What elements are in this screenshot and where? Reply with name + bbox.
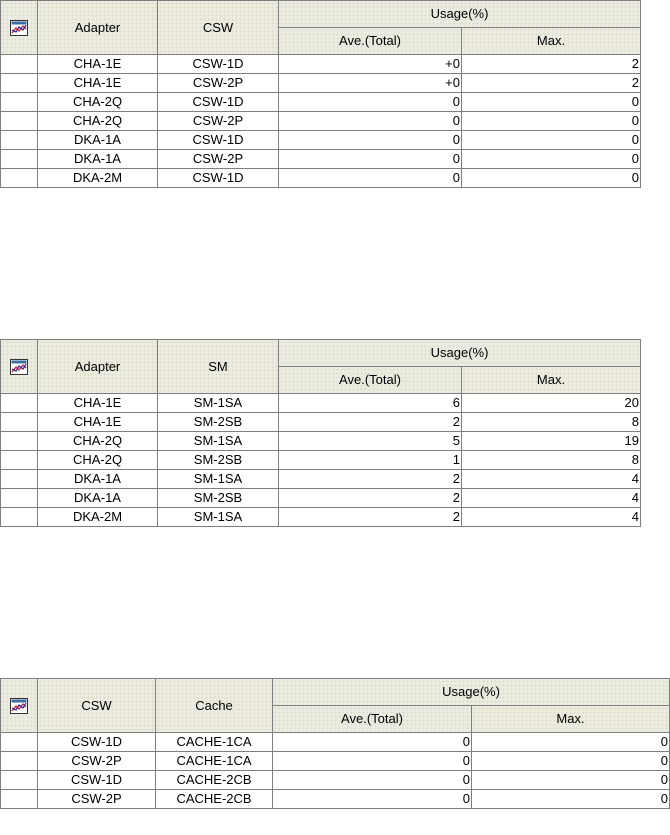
cell-col1: CHA-2Q	[38, 112, 158, 131]
cell-col1: DKA-2M	[38, 508, 158, 527]
table-row[interactable]	[1, 733, 670, 752]
cell-col1: CSW-1D	[38, 771, 156, 790]
row-selector[interactable]	[1, 169, 38, 188]
cell-ave-total: 1	[279, 451, 462, 470]
cell-col2: SM-1SA	[158, 470, 279, 489]
row-selector[interactable]	[1, 150, 38, 169]
column-header-usage: Usage(%)	[279, 1, 641, 28]
cell-ave-total: 0	[273, 771, 472, 790]
cell-col1: CSW-2P	[38, 752, 156, 771]
cell-max: 0	[472, 752, 670, 771]
row-selector[interactable]	[1, 394, 38, 413]
cell-max: 4	[462, 470, 641, 489]
cell-max: 0	[462, 93, 641, 112]
cell-col2: SM-2SB	[158, 413, 279, 432]
row-selector[interactable]	[1, 432, 38, 451]
line-chart-icon	[10, 359, 28, 375]
table-row[interactable]	[1, 112, 641, 131]
column-header-ave-total[interactable]: Ave.(Total)	[279, 28, 462, 55]
cell-max: 8	[462, 413, 641, 432]
cell-ave-total: 0	[279, 112, 462, 131]
cell-ave-total: 6	[279, 394, 462, 413]
column-header-ave-total[interactable]: Ave.(Total)	[279, 367, 462, 394]
table-row[interactable]	[1, 169, 641, 188]
cell-max: 0	[462, 112, 641, 131]
cell-col1: CHA-1E	[38, 394, 158, 413]
row-selector[interactable]	[1, 508, 38, 527]
cell-ave-total: 0	[273, 752, 472, 771]
cell-ave-total: +0	[279, 74, 462, 93]
cell-col2: CSW-1D	[158, 131, 279, 150]
cell-col2: CACHE-1CA	[156, 752, 273, 771]
row-selector[interactable]	[1, 55, 38, 74]
table-row[interactable]	[1, 131, 641, 150]
cell-col2: CSW-2P	[158, 74, 279, 93]
table-row[interactable]	[1, 752, 670, 771]
cell-col2: CSW-1D	[158, 55, 279, 74]
row-selector[interactable]	[1, 489, 38, 508]
cell-ave-total: 2	[279, 489, 462, 508]
cell-max: 4	[462, 489, 641, 508]
cell-col1: CHA-1E	[38, 413, 158, 432]
cell-col1: DKA-2M	[38, 169, 158, 188]
table-row[interactable]	[1, 451, 641, 470]
cell-col2: SM-2SB	[158, 451, 279, 470]
cell-ave-total: 0	[273, 733, 472, 752]
cell-max: 0	[472, 771, 670, 790]
cell-col2: CSW-1D	[158, 93, 279, 112]
cell-ave-total: 2	[279, 470, 462, 489]
row-selector[interactable]	[1, 413, 38, 432]
row-selector[interactable]	[1, 733, 38, 752]
table-row[interactable]	[1, 394, 641, 413]
row-selector[interactable]	[1, 93, 38, 112]
table-row[interactable]	[1, 771, 670, 790]
cell-col1: CSW-2P	[38, 790, 156, 809]
cell-col1: CHA-1E	[38, 74, 158, 93]
row-selector[interactable]	[1, 790, 38, 809]
cell-col1: DKA-1A	[38, 131, 158, 150]
line-chart-icon	[10, 698, 28, 714]
csw-cache-usage-table	[0, 678, 670, 809]
cell-ave-total: 0	[279, 131, 462, 150]
cell-col2: SM-1SA	[158, 508, 279, 527]
cell-col2: CACHE-2CB	[156, 790, 273, 809]
cell-col2: CACHE-1CA	[156, 733, 273, 752]
column-header-csw[interactable]: CSW	[158, 1, 279, 55]
table-row[interactable]	[1, 432, 641, 451]
cell-ave-total: 0	[273, 790, 472, 809]
column-header-adapter[interactable]: Adapter	[38, 1, 158, 55]
row-selector[interactable]	[1, 451, 38, 470]
cell-ave-total: 0	[279, 150, 462, 169]
cell-col2: SM-2SB	[158, 489, 279, 508]
cell-col1: CHA-2Q	[38, 451, 158, 470]
column-header-usage: Usage(%)	[279, 340, 641, 367]
cell-ave-total: 2	[279, 508, 462, 527]
column-header-adapter[interactable]: Adapter	[38, 340, 158, 394]
table-row[interactable]	[1, 93, 641, 112]
cell-col1: DKA-1A	[38, 489, 158, 508]
cell-ave-total: 0	[279, 169, 462, 188]
table-row[interactable]	[1, 413, 641, 432]
row-selector[interactable]	[1, 470, 38, 489]
cell-max: 0	[472, 790, 670, 809]
cell-max: 0	[462, 169, 641, 188]
table-row[interactable]	[1, 508, 641, 527]
column-header-usage: Usage(%)	[273, 679, 670, 706]
row-selector[interactable]	[1, 771, 38, 790]
column-header-cache[interactable]: Cache	[156, 679, 273, 733]
row-selector[interactable]	[1, 131, 38, 150]
cell-ave-total: +0	[279, 55, 462, 74]
cell-max: 2	[462, 74, 641, 93]
cell-col2: SM-1SA	[158, 394, 279, 413]
cell-ave-total: 0	[279, 93, 462, 112]
column-header-sm[interactable]: SM	[158, 340, 279, 394]
cell-col2: SM-1SA	[158, 432, 279, 451]
table-row[interactable]	[1, 55, 641, 74]
row-selector[interactable]	[1, 112, 38, 131]
table-row[interactable]	[1, 150, 641, 169]
cell-ave-total: 5	[279, 432, 462, 451]
cell-col1: DKA-1A	[38, 470, 158, 489]
cell-max: 4	[462, 508, 641, 527]
cell-col1: DKA-1A	[38, 150, 158, 169]
cell-max: 20	[462, 394, 641, 413]
cell-max: 19	[462, 432, 641, 451]
cell-max: 0	[462, 150, 641, 169]
cell-col2: CSW-2P	[158, 150, 279, 169]
cell-col1: CHA-1E	[38, 55, 158, 74]
cell-col1: CHA-2Q	[38, 432, 158, 451]
graph-button[interactable]	[1, 1, 38, 55]
table-row[interactable]	[1, 790, 670, 809]
column-header-max[interactable]: Max.	[462, 367, 641, 394]
cell-max: 2	[462, 55, 641, 74]
graph-button[interactable]	[1, 679, 38, 733]
cell-col1: CHA-2Q	[38, 93, 158, 112]
table-row[interactable]	[1, 470, 641, 489]
adapter-sm-usage-table	[0, 339, 641, 527]
cell-max: 8	[462, 451, 641, 470]
adapter-csw-usage-table	[0, 0, 641, 188]
table-row[interactable]	[1, 489, 641, 508]
column-header-ave-total[interactable]: Ave.(Total)	[273, 706, 472, 733]
cell-max: 0	[462, 131, 641, 150]
graph-button[interactable]	[1, 340, 38, 394]
column-header-max[interactable]: Max.	[472, 706, 670, 733]
cell-col1: CSW-1D	[38, 733, 156, 752]
row-selector[interactable]	[1, 752, 38, 771]
column-header-max[interactable]: Max.	[462, 28, 641, 55]
table-row[interactable]	[1, 74, 641, 93]
cell-max: 0	[472, 733, 670, 752]
cell-col2: CSW-2P	[158, 112, 279, 131]
line-chart-icon	[10, 20, 28, 36]
cell-ave-total: 2	[279, 413, 462, 432]
column-header-csw[interactable]: CSW	[38, 679, 156, 733]
row-selector[interactable]	[1, 74, 38, 93]
cell-col2: CACHE-2CB	[156, 771, 273, 790]
cell-col2: CSW-1D	[158, 169, 279, 188]
